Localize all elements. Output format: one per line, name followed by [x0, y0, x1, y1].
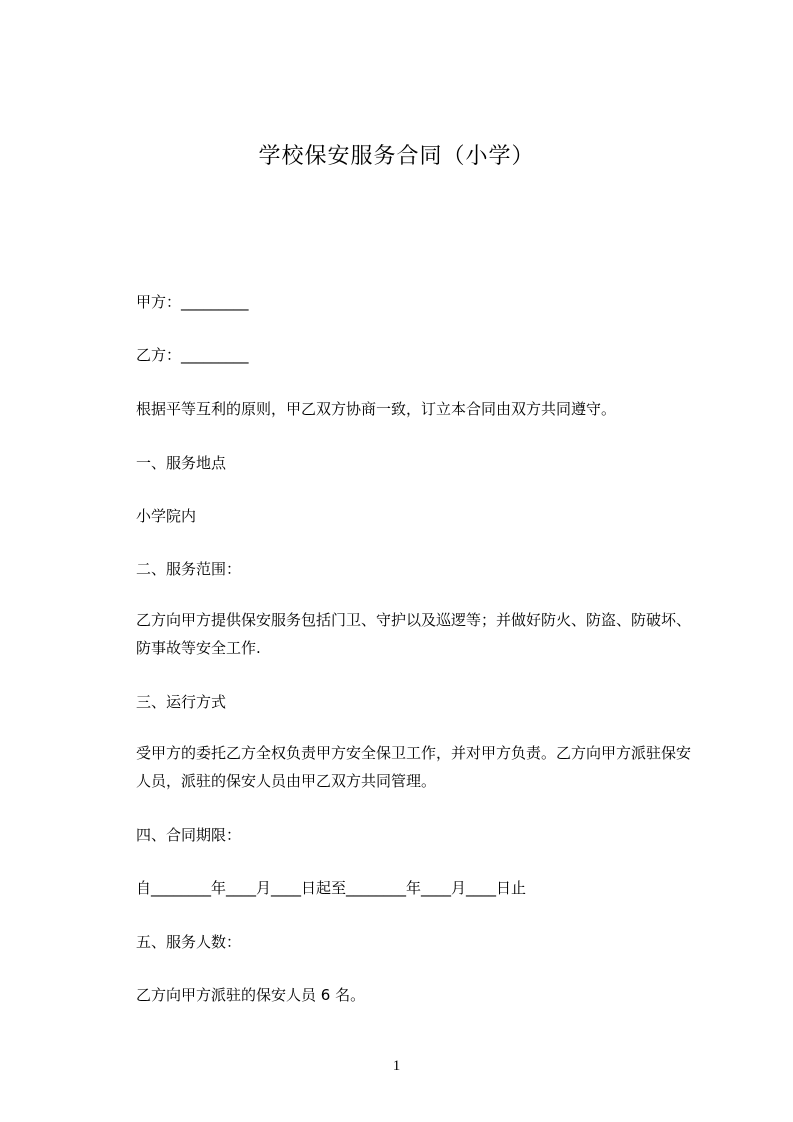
- section-3-heading: 三、运行方式: [136, 693, 227, 711]
- party-a-line: 甲方：_________: [136, 293, 249, 311]
- section-2-body: 乙方向甲方提供保安服务包括门卫、守护以及巡逻等；并做好防火、防盗、防破坏、防事故等安全工作.: [136, 611, 692, 657]
- section-5-heading: 五、服务人数：: [136, 933, 242, 951]
- section-4-body: 自________年____月____日起至________年____月____日止: [136, 879, 527, 897]
- document-title: 学校保安服务合同（小学）: [258, 144, 535, 169]
- preamble-text: 根据平等互利的原则，甲乙双方协商一致，订立本合同由双方共同遵守。: [136, 400, 617, 418]
- section-1-body: 小学院内: [136, 507, 197, 525]
- section-1-heading: 一、服务地点: [136, 454, 227, 472]
- page-number: 1: [392, 1058, 401, 1074]
- section-2-heading: 二、服务范围：: [136, 560, 242, 578]
- section-5-body: 乙方向甲方派驻的保安人员 6 名。: [136, 986, 366, 1004]
- party-b-line: 乙方：_________: [136, 346, 249, 364]
- section-3-body: 受甲方的委托乙方全权负责甲方安全保卫工作，并对甲方负责。乙方向甲方派驻保安人员，派驻的保安人员由甲乙双方共同管理。: [136, 744, 692, 790]
- section-4-heading: 四、合同期限：: [136, 826, 242, 844]
